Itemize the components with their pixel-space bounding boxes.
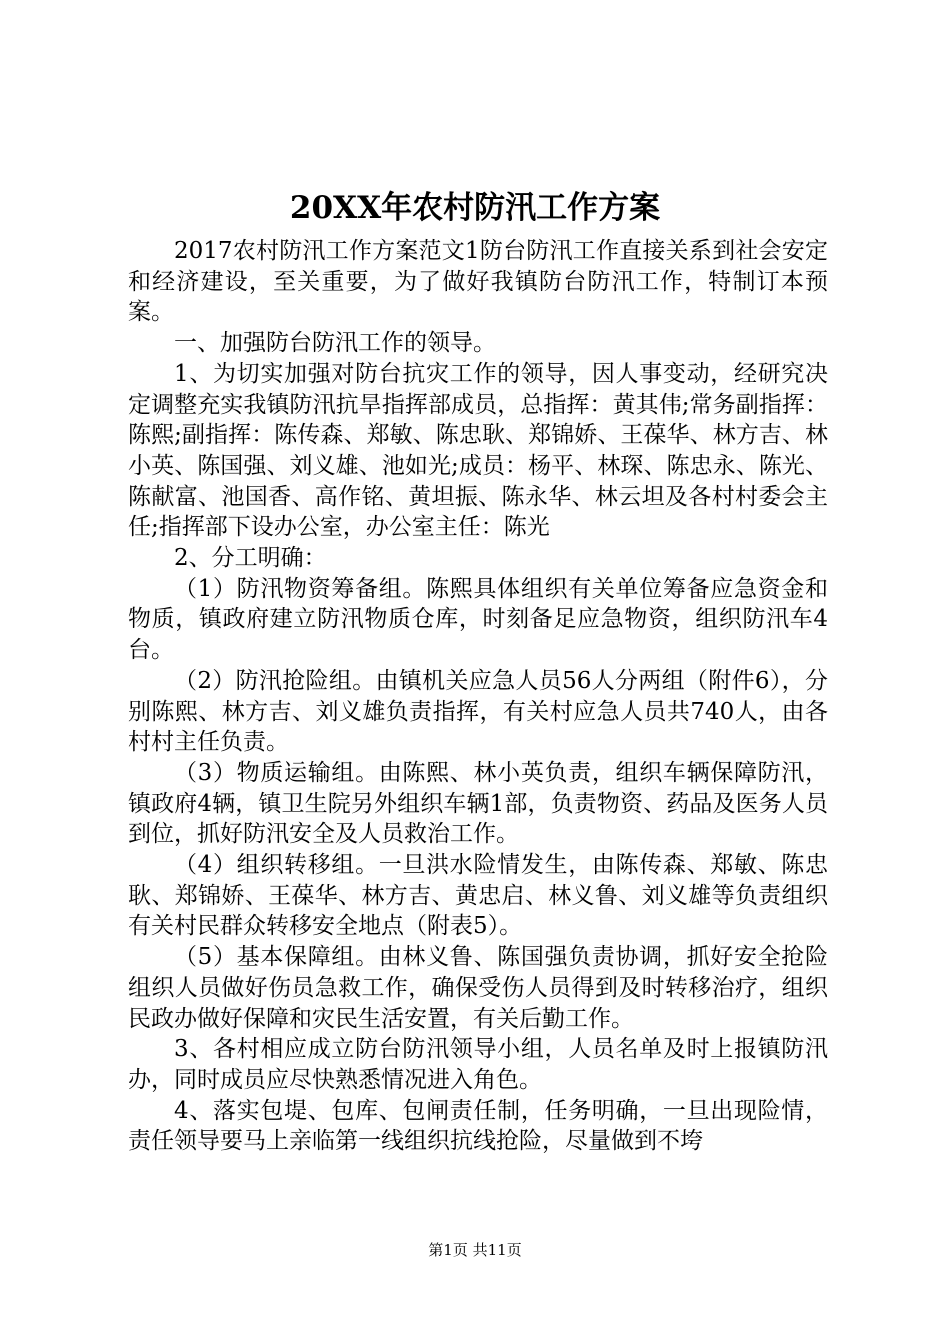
paragraph: （2）防汛抢险组。由镇机关应急人员56人分两组（附件6），分别陈熙、林方吉、刘义雄负责指挥，有关村应急人员共740人，由各村村主任负责。 <box>128 667 828 756</box>
page-footer: 第1页 共11页 <box>428 1241 522 1259</box>
paragraph: 1、为切实加强对防台抗灾工作的领导，因人事变动，经研究决定调整充实我镇防汛抗旱指挥部成员，总指挥：黄其伟;常务副指挥：陈熙;副指挥：陈传森、郑敏、陈忠耿、郑锦娇、王葆华、林方吉、林小英、陈国强、刘义雄、池如光;成员：杨平、林琛、陈忠永、陈光、陈献富、池国香、高作铭、黄坦振、陈永华、林云坦及各村村委会主任;指挥部下设办公室，办公室主任：陈光 <box>128 360 828 541</box>
paragraph: 2017农村防汛工作方案范文1防台防汛工作直接关系到社会安定和经济建设，至关重要，为了做好我镇防台防汛工作，特制订本预案。 <box>128 238 828 326</box>
paragraph: 3、各村相应成立防台防汛领导小组，人员名单及时上报镇防汛办，同时成员应尽快熟悉情况进入角色。 <box>128 1036 828 1093</box>
paragraph: （3）物质运输组。由陈熙、林小英负责，组织车辆保障防汛，镇政府4辆，镇卫生院另外组织车辆1部，负责物资、药品及医务人员到位，抓好防汛安全及人员救治工作。 <box>128 759 828 848</box>
paragraph: 4、落实包堤、包库、包闸责任制，任务明确，一旦出现险情，责任领导要马上亲临第一线组织抗线抢险，尽量做到不垮 <box>128 1097 828 1155</box>
paragraph: 一、加强防台防汛工作的领导。 <box>174 330 496 357</box>
paragraph: （5）基本保障组。由林义鲁、陈国强负责协调，抓好安全抢险组织人员做好伤员急救工作，确保受伤人员得到及时转移治疗，组织民政办做好保障和灾民生活安置，有关后勤工作。 <box>128 944 828 1032</box>
paragraph: 2、分工明确： <box>174 545 327 572</box>
document-body <box>128 236 828 1157</box>
paragraph: （1）防汛物资筹备组。陈熙具体组织有关单位筹备应急资金和物质，镇政府建立防汛物质仓库，时刻备足应急物资，组织防汛车4台。 <box>128 575 828 664</box>
document-title: 20XX年农村防汛工作方案 <box>289 190 661 226</box>
paragraph: （4）组织转移组。一旦洪水险情发生，由陈传森、郑敏、陈忠耿、郑锦娇、王葆华、林方吉、黄忠启、林义鲁、刘义雄等负责组织有关村民群众转移安全地点（附表5）。 <box>128 852 828 940</box>
